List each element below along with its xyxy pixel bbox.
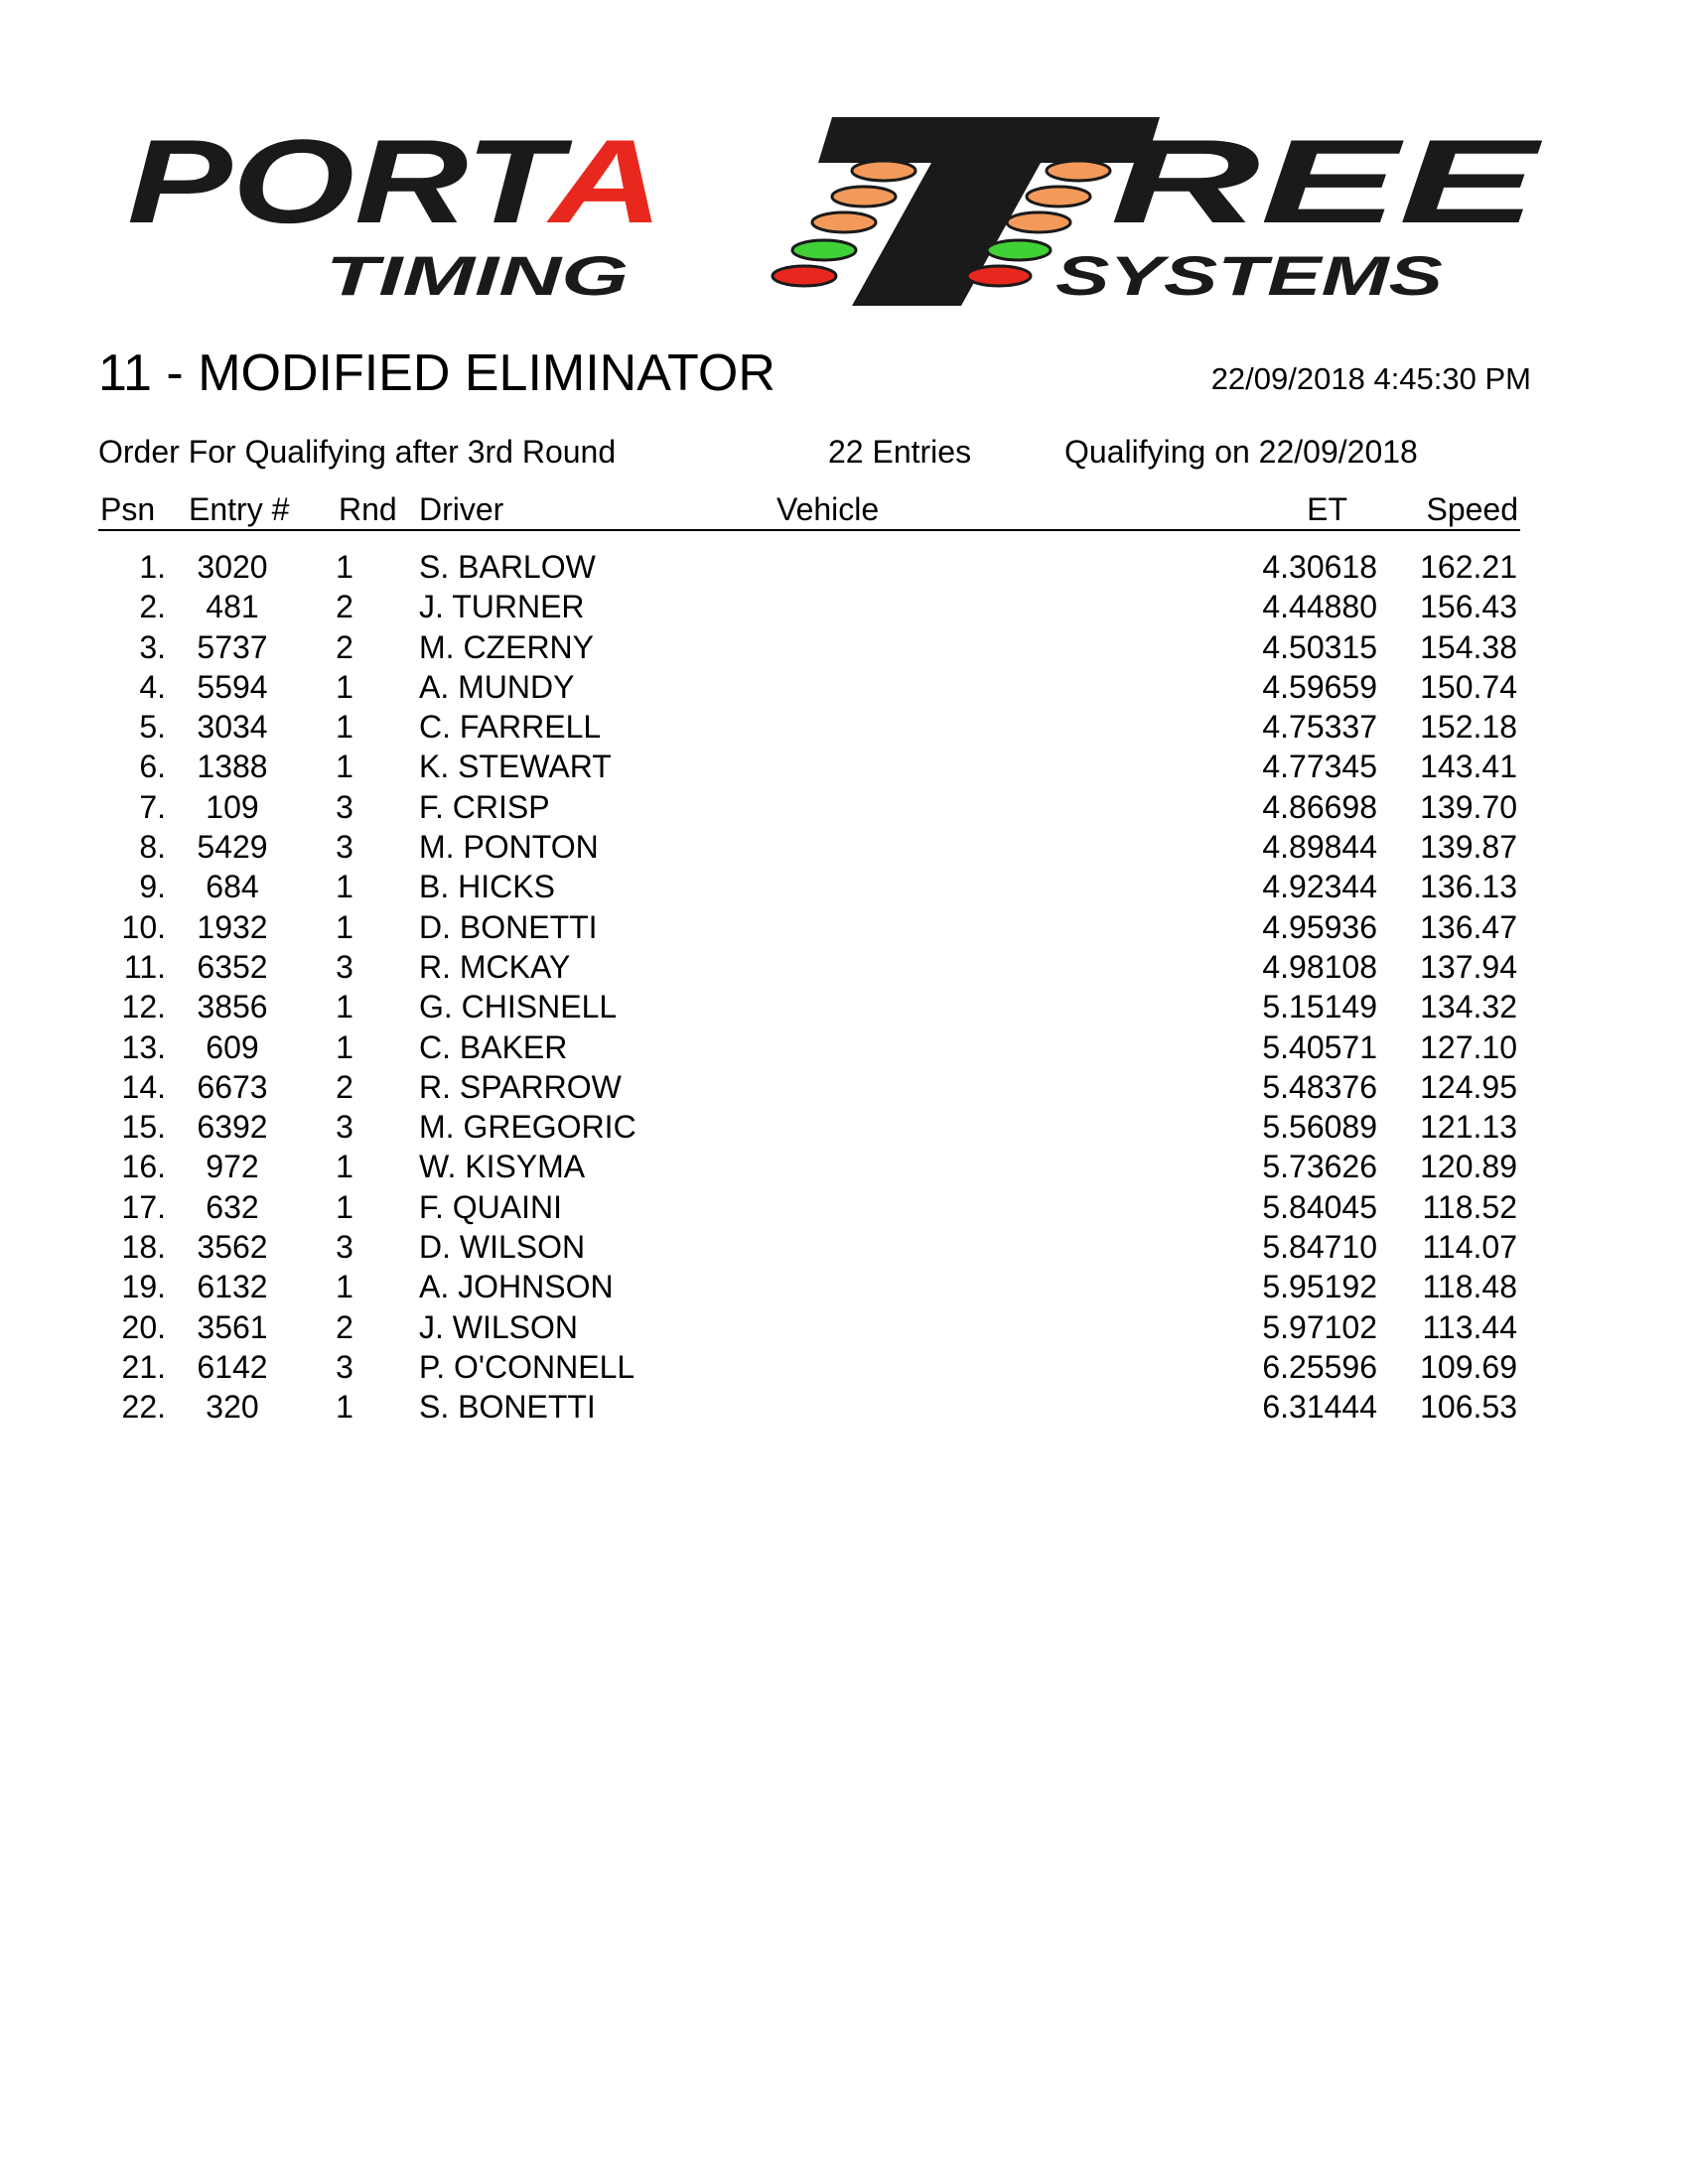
cell-psn: 15. <box>121 1109 166 1146</box>
cell-driver: F. CRISP <box>419 788 550 825</box>
cell-psn: 10. <box>121 908 166 945</box>
cell-et: 4.86698 <box>1262 788 1377 825</box>
cell-rnd: 2 <box>336 1308 353 1345</box>
cell-et: 4.77345 <box>1262 749 1377 785</box>
result-row <box>0 547 1688 587</box>
result-row <box>0 787 1688 827</box>
cell-psn: 5. <box>139 709 166 746</box>
cell-driver: M. CZERNY <box>419 628 594 665</box>
cell-driver: D. WILSON <box>419 1229 586 1266</box>
result-row <box>0 1227 1688 1267</box>
cell-speed: 118.48 <box>1422 1269 1517 1305</box>
cell-entry: 5429 <box>197 829 268 866</box>
results-table <box>0 547 1688 1428</box>
cell-et: 6.31444 <box>1262 1389 1377 1426</box>
cell-entry: 1932 <box>197 908 268 945</box>
cell-psn: 21. <box>121 1348 166 1385</box>
cell-rnd: 1 <box>336 989 353 1025</box>
cell-et: 5.56089 <box>1262 1109 1377 1146</box>
cell-rnd: 3 <box>336 1229 353 1266</box>
cell-psn: 17. <box>121 1188 166 1225</box>
cell-driver: A. JOHNSON <box>419 1269 614 1305</box>
cell-et: 5.15149 <box>1262 989 1377 1025</box>
cell-et: 4.59659 <box>1262 668 1377 705</box>
results-header-row <box>98 489 1520 531</box>
qualifying-date: Qualifying on 22/09/2018 <box>1064 434 1418 470</box>
cell-psn: 14. <box>121 1068 166 1105</box>
cell-speed: 120.89 <box>1420 1149 1517 1185</box>
cell-driver: C. BAKER <box>419 1028 568 1065</box>
result-row <box>0 1267 1688 1306</box>
cell-et: 4.50315 <box>1262 628 1377 665</box>
cell-rnd: 2 <box>336 628 353 665</box>
report-datetime: 22/09/2018 4:45:30 PM <box>1210 361 1531 396</box>
result-row <box>0 1387 1688 1427</box>
cell-rnd: 3 <box>336 1109 353 1146</box>
cell-driver: D. BONETTI <box>419 908 598 945</box>
event-title: 11 - MODIFIED ELIMINATOR <box>98 344 775 402</box>
cell-rnd: 1 <box>336 549 353 585</box>
cell-rnd: 2 <box>336 1068 353 1105</box>
entries-count: 22 Entries <box>828 434 972 470</box>
cell-speed: 137.94 <box>1420 948 1517 985</box>
cell-et: 5.48376 <box>1262 1068 1377 1105</box>
result-row <box>0 947 1688 987</box>
cell-speed: 150.74 <box>1420 668 1517 705</box>
cell-entry: 1388 <box>197 749 268 785</box>
cell-et: 5.40571 <box>1262 1028 1377 1065</box>
result-row <box>0 1187 1688 1227</box>
cell-driver: A. MUNDY <box>419 668 575 705</box>
cell-entry: 3020 <box>197 549 268 585</box>
lamp-red <box>967 266 1031 286</box>
result-row <box>0 1347 1688 1387</box>
cell-psn: 3. <box>139 628 166 665</box>
cell-rnd: 3 <box>336 829 353 866</box>
cell-psn: 1. <box>139 549 166 585</box>
cell-et: 4.44880 <box>1262 589 1377 625</box>
lamp-amber-2 <box>1027 187 1090 206</box>
cell-speed: 124.95 <box>1420 1068 1517 1105</box>
result-row <box>0 707 1688 747</box>
cell-et: 4.75337 <box>1262 709 1377 746</box>
cell-speed: 113.44 <box>1422 1308 1517 1345</box>
lamp-amber-3 <box>812 212 876 232</box>
lamp-red <box>773 266 836 286</box>
lamp-amber-2 <box>832 187 896 206</box>
cell-entry: 320 <box>206 1389 259 1426</box>
cell-psn: 13. <box>121 1028 166 1065</box>
cell-psn: 18. <box>121 1229 166 1266</box>
cell-entry: 3856 <box>197 989 268 1025</box>
result-row <box>0 1307 1688 1347</box>
cell-psn: 22. <box>121 1389 166 1426</box>
cell-driver: P. O'CONNELL <box>419 1348 635 1385</box>
result-row <box>0 987 1688 1026</box>
cell-rnd: 1 <box>336 1188 353 1225</box>
result-row <box>0 747 1688 786</box>
cell-rnd: 1 <box>336 749 353 785</box>
cell-entry: 972 <box>206 1149 259 1185</box>
cell-entry: 6142 <box>197 1348 268 1385</box>
cell-et: 4.89844 <box>1262 829 1377 866</box>
cell-driver: C. FARRELL <box>419 709 602 746</box>
cell-rnd: 1 <box>336 1389 353 1426</box>
cell-driver: R. MCKAY <box>419 948 571 985</box>
column-header-vehicle: Vehicle <box>776 491 880 527</box>
cell-psn: 16. <box>121 1149 166 1185</box>
cell-entry: 6673 <box>197 1068 268 1105</box>
column-header-rnd: Rnd <box>339 491 397 527</box>
cell-psn: 2. <box>139 589 166 625</box>
cell-entry: 6132 <box>197 1269 268 1305</box>
logo-word-left <box>127 115 663 248</box>
result-row <box>0 667 1688 707</box>
result-row <box>0 1147 1688 1186</box>
cell-driver: M. PONTON <box>419 829 599 866</box>
logo-word-left-red: A <box>549 115 636 248</box>
cell-rnd: 1 <box>336 908 353 945</box>
cell-et: 4.30618 <box>1262 549 1377 585</box>
cell-entry: 5594 <box>197 668 268 705</box>
cell-rnd: 3 <box>336 1348 353 1385</box>
cell-entry: 684 <box>206 869 259 905</box>
cell-driver: J. TURNER <box>419 589 585 625</box>
column-header-entry: Entry # <box>189 491 290 527</box>
lamp-amber-3 <box>1007 212 1070 232</box>
cell-speed: 106.53 <box>1420 1389 1517 1426</box>
cell-psn: 9. <box>139 869 166 905</box>
cell-driver: B. HICKS <box>419 869 555 905</box>
cell-rnd: 3 <box>336 788 353 825</box>
cell-psn: 8. <box>139 829 166 866</box>
cell-entry: 609 <box>206 1028 259 1065</box>
cell-psn: 12. <box>121 989 166 1025</box>
cell-entry: 3034 <box>197 709 268 746</box>
cell-speed: 154.38 <box>1420 628 1517 665</box>
cell-et: 5.95192 <box>1262 1269 1377 1305</box>
result-row <box>0 587 1688 626</box>
cell-speed: 139.70 <box>1420 788 1517 825</box>
result-row <box>0 1107 1688 1147</box>
cell-speed: 109.69 <box>1420 1348 1517 1385</box>
cell-speed: 143.41 <box>1420 749 1517 785</box>
cell-driver: W. KISYMA <box>419 1149 586 1185</box>
cell-psn: 19. <box>121 1269 166 1305</box>
cell-entry: 5737 <box>197 628 268 665</box>
cell-et: 5.84710 <box>1262 1229 1377 1266</box>
cell-psn: 4. <box>139 668 166 705</box>
cell-rnd: 1 <box>336 869 353 905</box>
cell-entry: 6392 <box>197 1109 268 1146</box>
column-header-et: ET <box>1307 491 1347 527</box>
column-header-psn: Psn <box>100 491 156 527</box>
cell-speed: 136.47 <box>1420 908 1517 945</box>
qualifying-order-text: Order For Qualifying after 3rd Round <box>98 434 617 470</box>
cell-speed: 156.43 <box>1420 589 1517 625</box>
result-row <box>0 867 1688 906</box>
cell-psn: 6. <box>139 749 166 785</box>
cell-driver: J. WILSON <box>419 1308 579 1345</box>
cell-driver: K. STEWART <box>419 749 612 785</box>
cell-entry: 3562 <box>197 1229 268 1266</box>
cell-driver: S. BONETTI <box>419 1389 596 1426</box>
cell-et: 6.25596 <box>1262 1348 1377 1385</box>
cell-psn: 20. <box>121 1308 166 1345</box>
result-row <box>0 907 1688 947</box>
logo-word-left-black: PORT <box>127 115 448 248</box>
cell-speed: 134.32 <box>1420 989 1517 1025</box>
cell-et: 4.95936 <box>1262 908 1377 945</box>
cell-psn: 11. <box>123 948 166 985</box>
cell-speed: 162.21 <box>1420 549 1517 585</box>
lamp-amber-1 <box>1047 161 1110 181</box>
result-row <box>0 827 1688 867</box>
cell-rnd: 1 <box>336 709 353 746</box>
cell-entry: 632 <box>206 1188 259 1225</box>
cell-rnd: 1 <box>336 1149 353 1185</box>
cell-driver: F. QUAINI <box>419 1188 563 1225</box>
cell-et: 4.98108 <box>1262 948 1377 985</box>
result-row <box>0 1027 1688 1067</box>
cell-entry: 6352 <box>197 948 268 985</box>
cell-driver: G. CHISNELL <box>419 989 618 1025</box>
cell-entry: 481 <box>206 589 259 625</box>
column-header-speed: Speed <box>1426 491 1518 527</box>
logo-word-right: REE <box>1110 115 1544 248</box>
lamp-green <box>792 240 856 260</box>
cell-rnd: 1 <box>336 668 353 705</box>
logo-t-bar <box>818 117 1160 163</box>
cell-speed: 136.13 <box>1420 869 1517 905</box>
result-row <box>0 627 1688 667</box>
cell-speed: 118.52 <box>1422 1188 1517 1225</box>
cell-rnd: 1 <box>336 1269 353 1305</box>
porta-tree-logo <box>117 111 1547 310</box>
cell-speed: 121.13 <box>1420 1109 1517 1146</box>
cell-rnd: 3 <box>336 948 353 985</box>
cell-rnd: 2 <box>336 589 353 625</box>
cell-driver: M. GREGORIC <box>419 1109 636 1146</box>
cell-speed: 139.87 <box>1420 829 1517 866</box>
cell-speed: 114.07 <box>1422 1229 1517 1266</box>
cell-speed: 127.10 <box>1420 1028 1517 1065</box>
cell-entry: 3561 <box>197 1308 268 1345</box>
cell-rnd: 1 <box>336 1028 353 1065</box>
cell-entry: 109 <box>206 788 259 825</box>
cell-speed: 152.18 <box>1420 709 1517 746</box>
result-row <box>0 1067 1688 1107</box>
logo-sub-right: SYSTEMS <box>1055 244 1443 307</box>
cell-psn: 7. <box>139 788 166 825</box>
cell-driver: R. SPARROW <box>419 1068 622 1105</box>
logo-sub-left: TIMING <box>326 244 629 307</box>
cell-et: 5.97102 <box>1262 1308 1377 1345</box>
cell-et: 5.73626 <box>1262 1149 1377 1185</box>
lamp-green <box>987 240 1051 260</box>
lamp-amber-1 <box>852 161 915 181</box>
cell-et: 5.84045 <box>1262 1188 1377 1225</box>
column-header-driver: Driver <box>419 491 504 527</box>
cell-driver: S. BARLOW <box>419 549 596 585</box>
cell-et: 4.92344 <box>1262 869 1377 905</box>
